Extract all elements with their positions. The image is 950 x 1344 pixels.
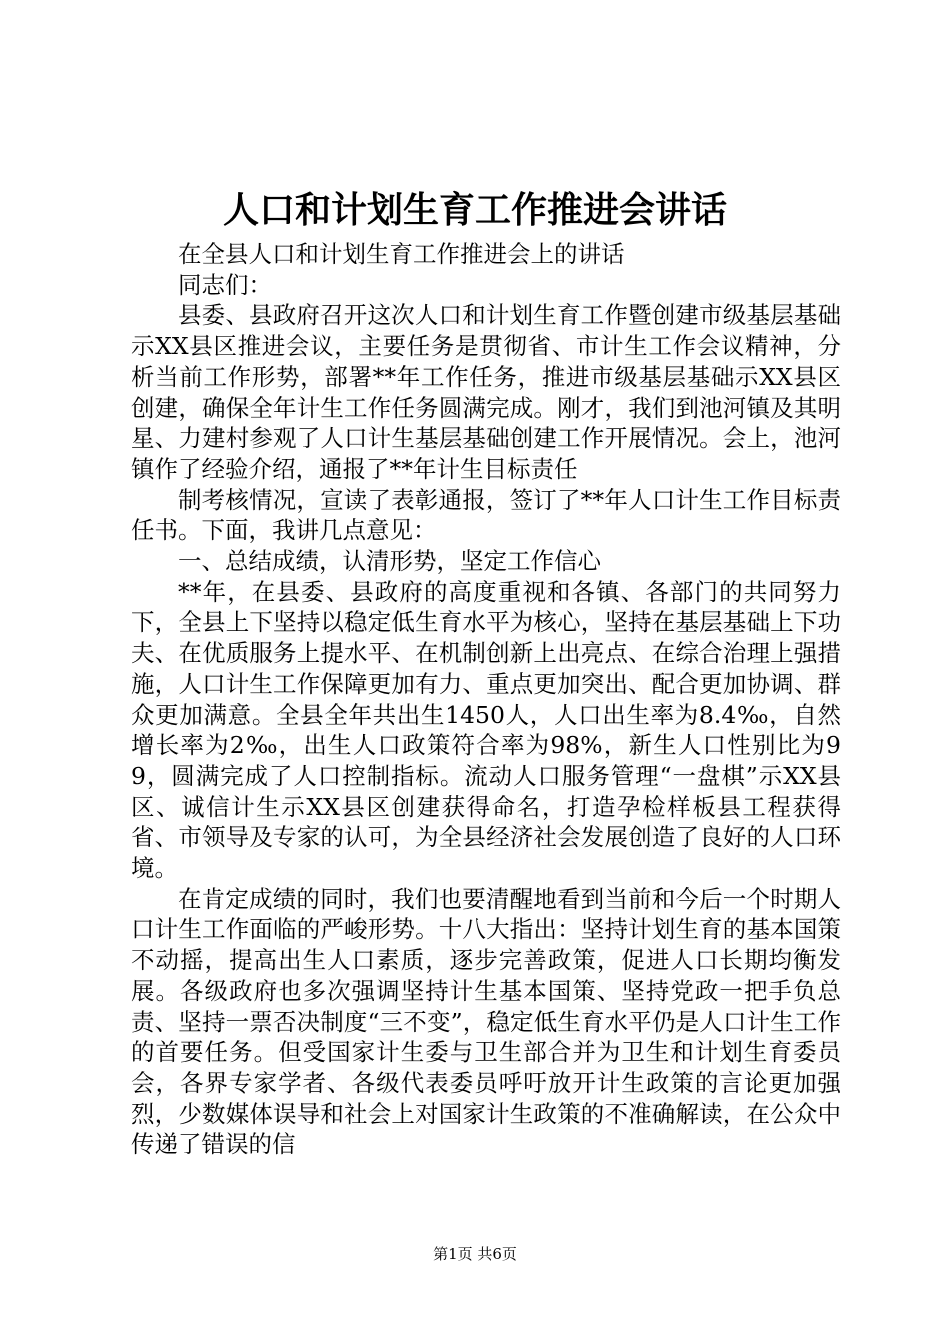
section-heading-1: 一、总结成绩，认清形势，坚定工作信心 bbox=[178, 547, 601, 576]
paragraph-situation: 在肯定成绩的同时，我们也要清醒地看到当前和今后一个时期人口计生工作面临的严峻形势。十八大指出：坚持计划生育的基本国策不动摇，提高出生人口素质，逐步完善政策，促进人口长期均衡发展。各级政府也多次强调坚持计生基本国策、坚持党政一把手负总责、坚持一票否决制度“三不变”，稳定低生育水平仍是人口计生工作的首要任务。但受国家计生委与卫生部合并为卫生和计划生育委员会，各界专家学者、各级代表委员呼吁放开计生政策的言论更加强烈，少数媒体误导和社会上对国家计生政策的不准确解读，在公众中传递了错误的信 bbox=[131, 884, 841, 1159]
page-footer: 第1页 共6页 bbox=[433, 1245, 517, 1263]
paragraph-achievements: **年，在县委、县政府的高度重视和各镇、各部门的共同努力下，全县上下坚持以稳定低生育水平为核心，坚持在基层基础上下功夫、在优质服务上提水平、在机制创新上出亮点、在综合治理上强措施，人口计生工作保障更加有力、重点更加突出、配合更加协调、群众更加满意。全县全年共出生1450人，人口出生率为8.4‰，自然增长率为2‰，出生人口政策符合率为98%，新生人口性别比为99，圆满完成了人口控制指标。流动人口服务管理“一盘棋”示XX县区、诚信计生示XX县区创建获得命名，打造孕检样板县工程获得省、市领导及专家的认可，为全县经济社会发展创造了良好的人口环境。 bbox=[131, 577, 841, 883]
document-body bbox=[131, 239, 841, 1160]
paragraph-intro: 县委、县政府召开这次人口和计划生育工作暨创建市级基层基础示XX县区推进会议，主要任务是贯彻省、市计生工作会议精神，分析当前工作形势，部署**年工作任务，推进市级基层基础示XX县区创建，确保全年计生工作任务圆满完成。刚才，我们到池河镇及其明星、力建村参观了人口计生基层基础创建工作开展情况。会上，池河镇作了经验介绍，通报了**年计生目标责任 bbox=[131, 301, 841, 483]
speech-subtitle: 在全县人口和计划生育工作推进会上的讲话 bbox=[178, 240, 625, 268]
document-title: 人口和计划生育工作推进会讲话 bbox=[222, 189, 727, 231]
salutation: 同志们： bbox=[178, 270, 272, 299]
paragraph-intro-continued: 制考核情况，宣读了表彰通报，签订了**年人口计生工作目标责任书。下面，我讲几点意见： bbox=[131, 485, 841, 545]
